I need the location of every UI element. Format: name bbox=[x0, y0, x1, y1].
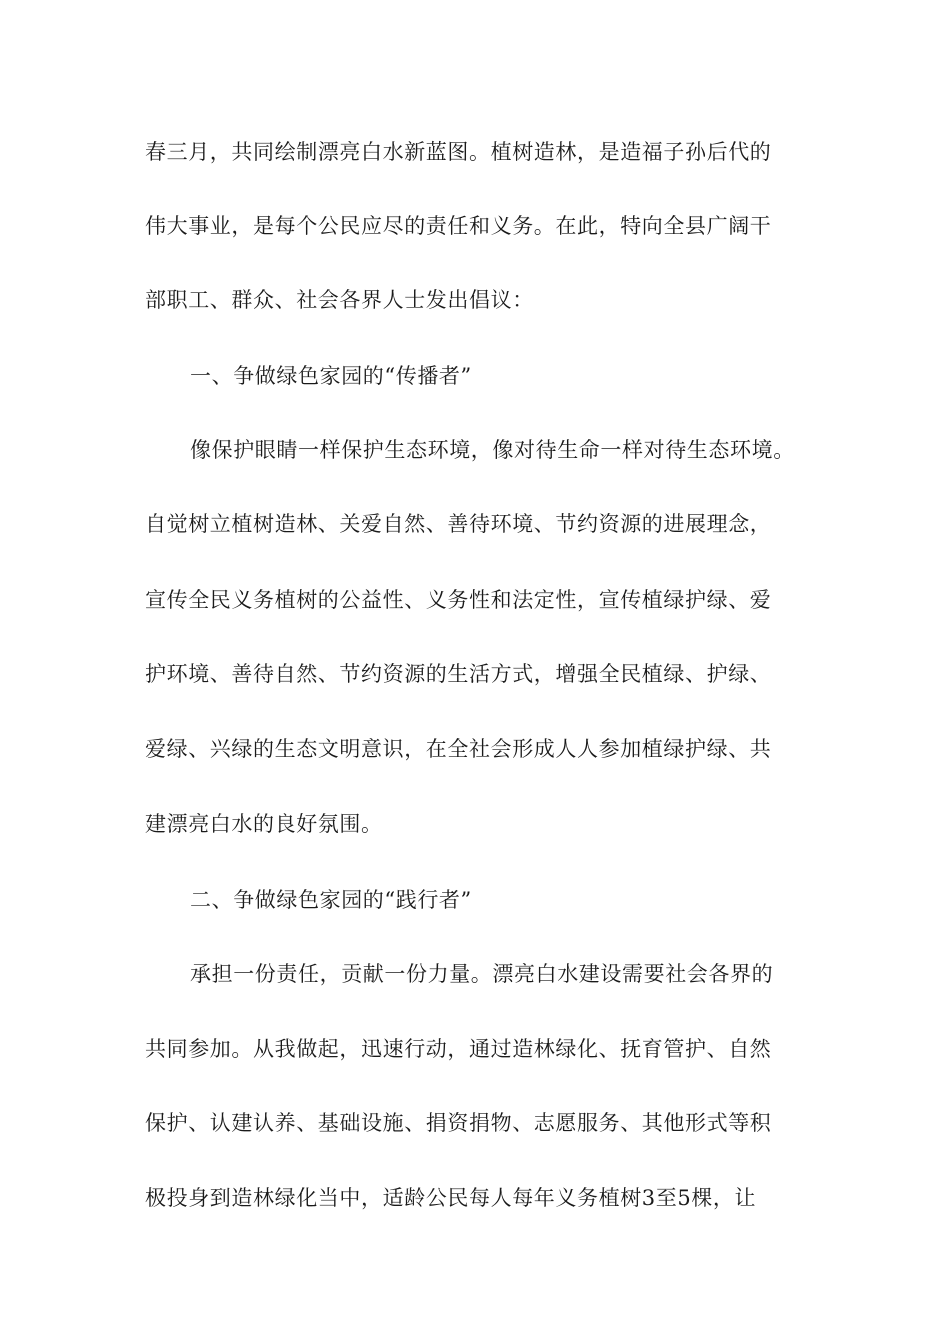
body-text-line: 保护、认建认养、基础设施、捐资捐物、志愿服务、其他形式等积 bbox=[145, 1111, 772, 1135]
body-text-line: 部职工、群众、社会各界人士发出倡议： bbox=[145, 288, 534, 312]
paragraph-first-line: 像保护眼睛一样保护生态环境，像对待生命一样对待生态环境。 bbox=[190, 438, 795, 462]
body-text-line: 爱绿、兴绿的生态文明意识，在全社会形成人人参加植绿护绿、共 bbox=[145, 737, 772, 761]
body-text-line: 护环境、善待自然、节约资源的生活方式，增强全民植绿、护绿、 bbox=[145, 662, 772, 686]
body-text-line: 宣传全民义务植树的公益性、义务性和法定性，宣传植绿护绿、爱 bbox=[145, 588, 772, 612]
section-heading-2: 二、争做绿色家园的“践行者” bbox=[190, 888, 472, 912]
paragraph-first-line: 承担一份责任，贡献一份力量。漂亮白水建设需要社会各界的 bbox=[190, 962, 774, 986]
body-text-line: 建漂亮白水的良好氛围。 bbox=[145, 812, 383, 836]
body-text-line: 共同参加。从我做起，迅速行动，通过造林绿化、抚育管护、自然 bbox=[145, 1037, 772, 1061]
body-text-line: 极投身到造林绿化当中，适龄公民每人每年义务植树3至5棵，让 bbox=[145, 1186, 757, 1210]
body-text-line: 春三月，共同绘制漂亮白水新蓝图。植树造林，是造福子孙后代的 bbox=[145, 140, 772, 164]
body-text-line: 自觉树立植树造林、关爱自然、善待环境、节约资源的进展理念， bbox=[145, 512, 772, 536]
section-heading-1: 一、争做绿色家园的“传播者” bbox=[190, 364, 472, 388]
body-text-line: 伟大事业，是每个公民应尽的责任和义务。在此，特向全县广阔干 bbox=[145, 214, 772, 238]
